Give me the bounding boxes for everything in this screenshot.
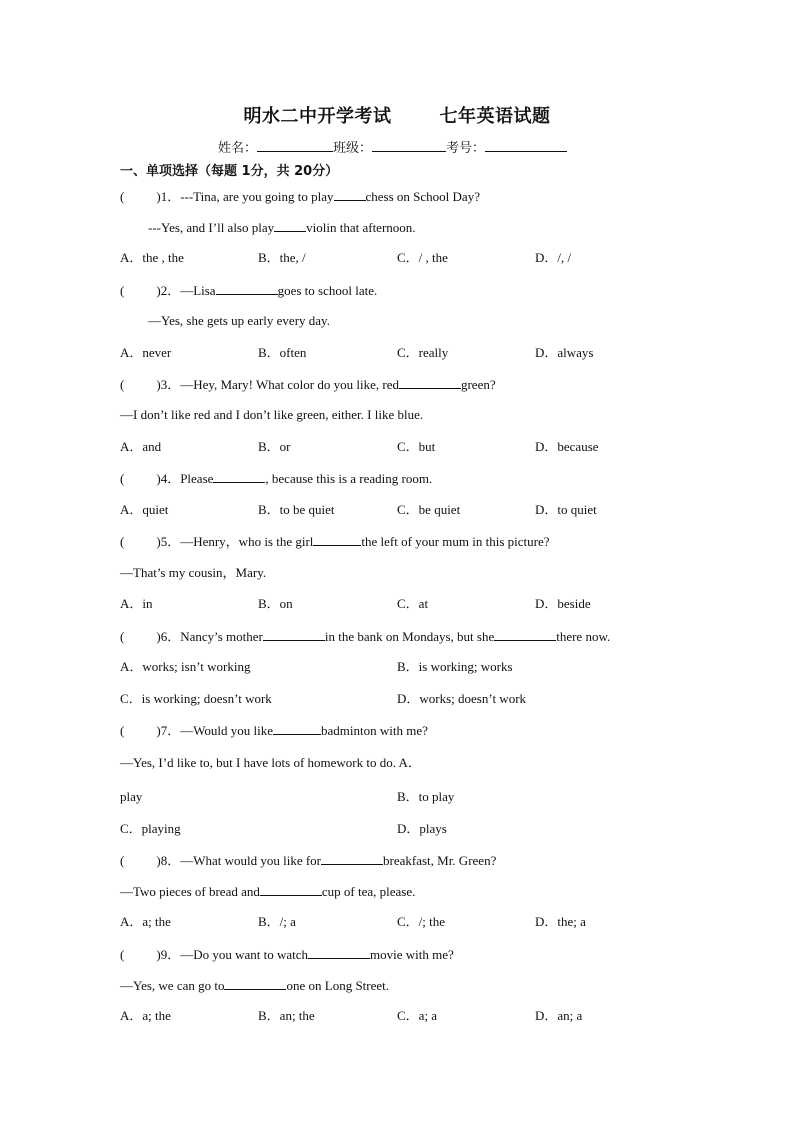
question-text: the left of your mum in this picture? [361, 534, 550, 549]
option-c: C．/ , the [397, 250, 448, 265]
name-blank[interactable] [257, 139, 333, 152]
question-text: there now. [556, 629, 611, 644]
question-3-reply: —I don’t like red and I don’t like green, either. I like blue. [120, 407, 424, 422]
question-text: 5．—Henry，who is the girl [160, 534, 314, 549]
question-4: ( )4．Please , because this is a reading room. [120, 471, 433, 486]
option-c: C．at [397, 596, 429, 611]
option-d: D．plays [397, 821, 447, 836]
class-blank[interactable] [372, 139, 446, 152]
question-text: in the bank on Mondays, but she [324, 629, 495, 644]
option-a: A．works; isn’t working [120, 659, 251, 674]
title-school: 明水二中开学考试 [243, 106, 392, 127]
option-a: play [120, 789, 143, 804]
option-c: C．is working; doesn’t work [120, 691, 272, 706]
question-8: ( )8．—What would you like for breakfast, Mr. Green? [120, 853, 497, 868]
option-b: B．/; a [258, 914, 296, 929]
question-8-reply [120, 883, 415, 900]
question-9: ( )9．—Do you want to watch movie with me? [120, 947, 454, 962]
question-text: green? [460, 377, 496, 392]
title-subject: 七年英语试题 [439, 106, 551, 127]
answer-blank[interactable] [224, 977, 286, 990]
answer-blank[interactable] [274, 219, 306, 232]
question-text: 3．—Hey, Mary! What color do you like, red [160, 377, 399, 392]
exam-no-label: 考号： [446, 141, 486, 156]
question-5: ( )5．—Henry，who is the girl the left of your mum in this picture? [120, 534, 550, 549]
name-label: 姓名： [218, 141, 258, 156]
exam-no-blank[interactable] [485, 139, 567, 152]
option-b: B．to be quiet [258, 502, 335, 517]
option-a: A．in [120, 596, 153, 611]
option-a: A．quiet [120, 502, 169, 517]
answer-blank[interactable] [334, 188, 366, 201]
question-text: 1．---Tina, are you going to play [160, 189, 334, 204]
question-text: badminton with me? [321, 723, 428, 738]
question-7-reply: —Yes, I’d like to, but I have lots of homework to do. A． [120, 755, 421, 770]
answer-blank[interactable] [273, 722, 321, 735]
answer-blank[interactable] [399, 376, 461, 389]
student-info-row [218, 137, 567, 156]
question-text: chess on School Day? [365, 189, 480, 204]
question-text: breakfast, Mr. Green? [383, 853, 497, 868]
option-d: D．/, / [535, 250, 572, 265]
exam-title [0, 102, 794, 128]
question-6: ( )6．Nancy’s mother in the bank on Mondays, but she there now. [120, 629, 611, 644]
question-text: 9．—Do you want to watch [160, 947, 308, 962]
answer-blank[interactable] [308, 946, 370, 959]
question-5-reply: —That’s my cousin，Mary. [120, 565, 267, 580]
option-c: C．playing [120, 821, 181, 836]
question-text: 6．Nancy’s mother [160, 629, 263, 644]
question-3: ( )3．—Hey, Mary! What color do you like, red green? [120, 377, 496, 392]
question-2: ( )2．—Lisa goes to school late. [120, 283, 378, 298]
reply-text: one on Long Street. [286, 978, 390, 993]
class-label: 班级： [333, 141, 373, 156]
option-a: A．never [120, 345, 172, 360]
answer-blank[interactable] [313, 533, 361, 546]
question-9-reply [120, 977, 389, 994]
reply-text: —Two pieces of bread and [120, 884, 260, 899]
question-2-reply: —Yes, she gets up early every day. [148, 313, 330, 328]
answer-blank[interactable] [260, 883, 322, 896]
option-d: D．works; doesn’t work [397, 691, 527, 706]
option-a: A．a; the [120, 1008, 171, 1023]
reply-text: cup of tea, please. [321, 884, 416, 899]
option-c: C．/; the [397, 914, 446, 929]
question-1: ( )1．---Tina, are you going to play chess on School Day? [120, 189, 480, 204]
option-b: B．the, / [258, 250, 306, 265]
question-text: 2．—Lisa [160, 283, 216, 298]
option-b: B．an; the [258, 1008, 315, 1023]
option-c: C．but [397, 439, 436, 454]
answer-blank[interactable] [321, 852, 383, 865]
option-a: A．the , the [120, 250, 184, 265]
question-text: , because this is a reading room. [265, 471, 433, 486]
question-1-reply [148, 219, 416, 236]
option-a: A．a; the [120, 914, 171, 929]
question-text: goes to school late. [277, 283, 378, 298]
option-d: D．an; a [535, 1008, 583, 1023]
reply-text: —Yes, we can go to [120, 978, 225, 993]
answer-blank[interactable] [213, 470, 265, 483]
question-text: 4．Please [160, 471, 214, 486]
question-text: movie with me? [370, 947, 454, 962]
option-b: B．or [258, 439, 291, 454]
option-c: C．really [397, 345, 449, 360]
question-7: ( )7．—Would you like badminton with me? [120, 723, 428, 738]
option-b: B．to play [397, 789, 455, 804]
option-b: B．on [258, 596, 293, 611]
option-c: C．a; a [397, 1008, 438, 1023]
reply-text: violin that afternoon. [306, 220, 416, 235]
option-d: D．beside [535, 596, 591, 611]
answer-blank[interactable] [216, 282, 278, 295]
answer-blank[interactable] [263, 628, 325, 641]
question-text: 7．—Would you like [160, 723, 274, 738]
section-heading: 一、单项选择（每题 1分，共 20分） [120, 164, 339, 179]
option-d: D．because [535, 439, 599, 454]
reply-text: ---Yes, and I’ll also play [148, 220, 275, 235]
option-d: D．always [535, 345, 594, 360]
answer-blank[interactable] [494, 628, 556, 641]
option-a: A．and [120, 439, 162, 454]
option-c: C．be quiet [397, 502, 461, 517]
option-b: B．often [258, 345, 307, 360]
option-d: D．to quiet [535, 502, 597, 517]
question-text: 8．—What would you like for [160, 853, 321, 868]
option-d: D．the; a [535, 914, 586, 929]
option-b: B．is working; works [397, 659, 513, 674]
